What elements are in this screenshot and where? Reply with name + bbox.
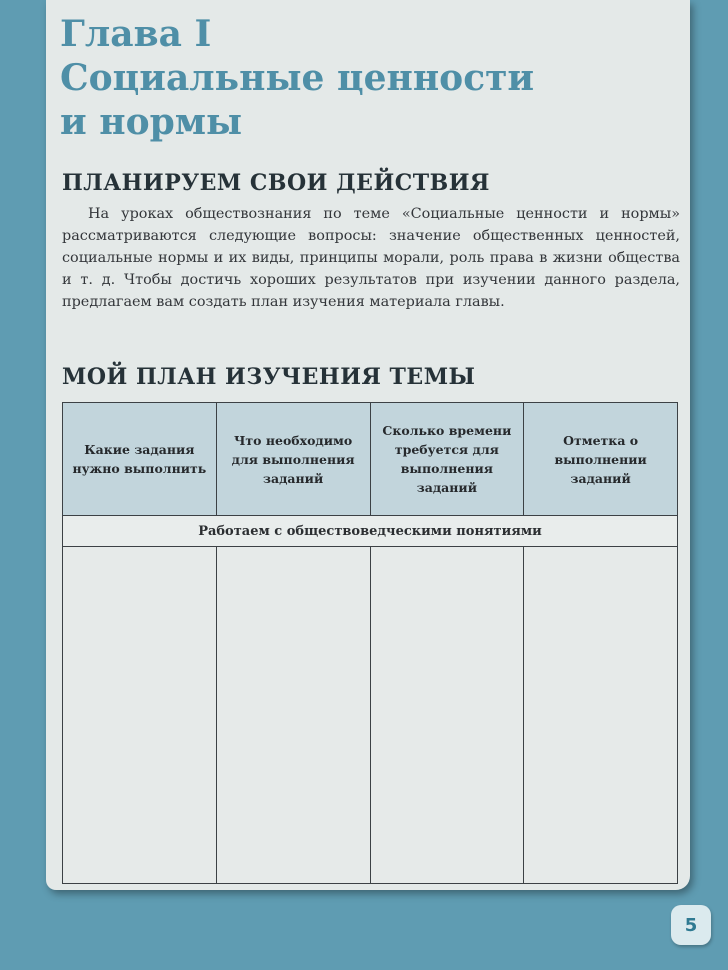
header-time: Сколько времени требуется для выполнения заданий <box>370 403 524 516</box>
section-row-label: Работаем с обществоведческими понятиями <box>63 516 678 547</box>
chapter-title-line2: и нормы <box>60 101 243 143</box>
study-plan-table <box>62 402 678 884</box>
chapter-title-line1: Социальные ценности <box>60 57 535 99</box>
tasks-cell[interactable] <box>63 547 217 884</box>
header-completion: Отметка о выполнении заданий <box>524 403 678 516</box>
completion-cell[interactable] <box>524 547 678 884</box>
header-tasks: Какие задания нужно выполнить <box>63 403 217 516</box>
table-row <box>63 547 678 884</box>
time-cell[interactable] <box>370 547 524 884</box>
requirements-cell[interactable] <box>216 547 370 884</box>
intro-paragraph: На уроках обществознания по теме «Социальные ценности и нормы» рассматриваются следующие вопросы: значение общественных ценностей, социальные нормы и их виды, принципы морали, роль права в жизни общества и т. д. Чтобы достичь хороших результатов при изучении данного раздела, предлагаем вам создать план изучения материала главы. <box>62 206 680 310</box>
plan-heading: МОЙ ПЛАН ИЗУЧЕНИЯ ТЕМЫ <box>62 364 476 390</box>
chapter-title <box>60 12 534 144</box>
page-number-badge: 5 <box>671 905 711 945</box>
table-header-row <box>63 403 678 516</box>
table-section-row <box>63 516 678 547</box>
header-requirements: Что необходимо для выполнения заданий <box>216 403 370 516</box>
chapter-label: Глава I <box>60 13 212 55</box>
section-heading: ПЛАНИРУЕМ СВОИ ДЕЙСТВИЯ <box>62 170 490 196</box>
